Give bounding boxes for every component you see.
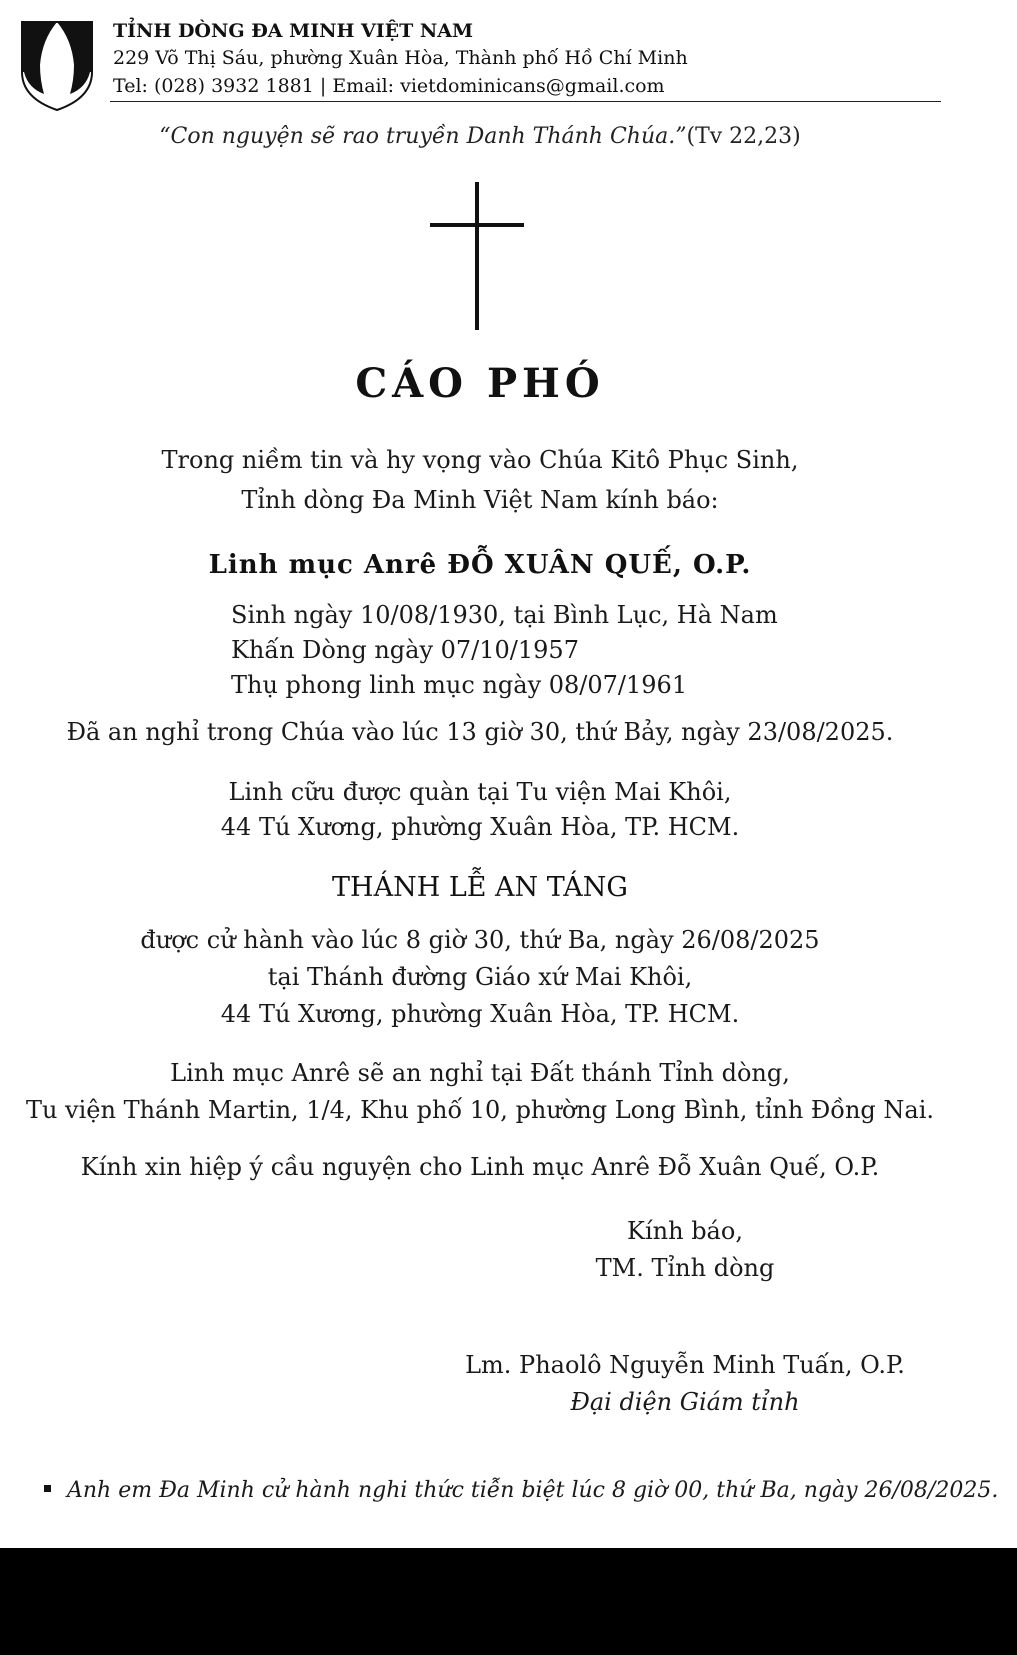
mass-line-2: tại Thánh đường Giáo xứ Mai Khôi, — [267, 963, 693, 991]
mass-line-1: được cử hành vào lúc 8 giờ 30, thứ Ba, ngày 26/08/2025 — [140, 926, 820, 954]
dominican-shield-icon — [20, 20, 94, 112]
burial-line-1: Linh mục Anrê sẽ an nghỉ tại Đất thánh Tỉnh dòng, — [170, 1059, 790, 1087]
footnote — [44, 1478, 998, 1503]
bullet-icon — [44, 1485, 51, 1492]
intro-line-2: Tỉnh dòng Đa Minh Việt Nam kính báo: — [241, 486, 719, 514]
quote-reference: (Tv 22,23) — [686, 124, 801, 149]
signer-name: Lm. Phaolô Nguyễn Minh Tuấn, O.P. — [465, 1351, 905, 1379]
burial-line-2: Tu viện Thánh Martin, 1/4, Khu phố 10, phường Long Bình, tỉnh Đồng Nai. — [25, 1096, 935, 1124]
footnote-text: Anh em Đa Minh cử hành nghi thức tiễn biệt lúc 8 giờ 00, thứ Ba, ngày 26/08/2025. — [67, 1478, 999, 1503]
ordination-info: Thụ phong linh mục ngày 08/07/1961 — [231, 671, 688, 699]
signer-block — [440, 1347, 930, 1421]
org-name: TỈNH DÒNG ĐA MINH VIỆT NAM — [113, 20, 474, 42]
letterhead — [113, 18, 688, 100]
funeral-mass-title: THÁNH LỄ AN TÁNG — [332, 872, 628, 903]
footer-band — [0, 1548, 1017, 1655]
signer-role: Đại diện Giám tỉnh — [570, 1388, 800, 1416]
bier-info — [0, 775, 960, 845]
prayer-request: Kính xin hiệp ý cầu nguyện cho Linh mục Anrê Đỗ Xuân Quế, O.P. — [80, 1153, 880, 1181]
intro — [0, 440, 960, 520]
scripture-quote — [0, 124, 960, 149]
header-divider — [110, 101, 941, 102]
quote-text: “Con nguyện sẽ rao truyền Danh Thánh Chúa.” — [159, 124, 687, 149]
deceased-bio — [231, 598, 778, 703]
intro-line-1: Trong niềm tin và hy vọng vào Chúa Kitô Phục Sinh, — [161, 446, 799, 474]
on-behalf-text: TM. Tỉnh dòng — [595, 1254, 775, 1282]
org-contact: Tel: (028) 3932 1881 | Email: vietdominicans@gmail.com — [113, 75, 665, 97]
burial-info — [0, 1055, 960, 1129]
vows-info: Khấn Dòng ngày 07/10/1957 — [231, 636, 579, 664]
closing-text: Kính báo, — [627, 1217, 743, 1245]
bier-line-2: 44 Tú Xương, phường Xuân Hòa, TP. HCM. — [220, 813, 740, 841]
bier-line-1: Linh cữu được quàn tại Tu viện Mai Khôi, — [228, 778, 732, 806]
org-address: 229 Võ Thị Sáu, phường Xuân Hòa, Thành phố Hồ Chí Minh — [113, 47, 688, 69]
closing-block — [560, 1213, 810, 1287]
page-title: CÁO PHÓ — [355, 360, 605, 407]
mass-line-3: 44 Tú Xương, phường Xuân Hòa, TP. HCM. — [220, 1000, 740, 1028]
birth-info: Sinh ngày 10/08/1930, tại Bình Lục, Hà Nam — [231, 601, 778, 629]
rest-info: Đã an nghỉ trong Chúa vào lúc 13 giờ 30, thứ Bảy, ngày 23/08/2025. — [66, 718, 894, 746]
deceased-name: Linh mục Anrê ĐỖ XUÂN QUẾ, O.P. — [208, 550, 752, 580]
latin-cross-icon — [430, 182, 524, 330]
funeral-mass-info — [0, 922, 960, 1033]
